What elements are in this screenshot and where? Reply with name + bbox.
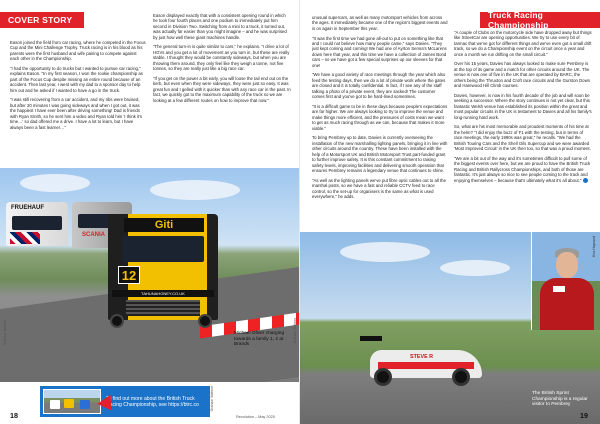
right-column-1 bbox=[312, 15, 448, 204]
right-column-2 bbox=[454, 30, 592, 187]
davies-portrait bbox=[531, 232, 600, 330]
promo-text: To find out more about the British Truck Racing Championship, see https://btrc.co bbox=[106, 395, 199, 408]
page-number-right: 19 bbox=[580, 411, 588, 420]
section-title-cover-story: COVER STORY bbox=[0, 12, 84, 28]
photo-caption-right: The British Sprint Championship is a regular visitor to Pembrey bbox=[532, 391, 588, 408]
footer-text: Revolution – May 2025 bbox=[236, 415, 275, 419]
promo-credit: Graham Watson bbox=[210, 386, 214, 412]
paragraph: "It was the first time we had gone all-out to put on something like that and I could not believe how many people came," says Davies. "They just kept coming and coming! We had one of Ayrton Senna's McLarens down here that year, and this time we have a collection of James Bond cars – so we have got a few special surprises up our sleeves for that one! bbox=[312, 35, 447, 68]
paragraph: So, what are his most memorable and proudest moments of his time at the helm? "I did enjoy the buzz of F1 with the testing, but in terms of race meetings, the early 1990s was great," he recalls. "We had the British Touring Cars and the Shell Oils Supercup and we were awarded 'Most Improved Circuit' in the UK then too, so that was a proud moment. bbox=[454, 124, 591, 152]
photo-credit-right: Kira Hayward bbox=[592, 236, 596, 258]
paragraph: Over his 15 years, Davies has always looked to make sure Pembrey is at the top of its game and a match for other circuits around the UK. The venue is now one of five in the UK that are operated by BARC, the others being the Thruxton and Croft race circuits and the Gurston Down and Harewood Hill Climb courses. bbox=[454, 61, 591, 89]
photo-credit: Graham Watson bbox=[293, 318, 297, 344]
paragraph: "I was still recovering from a car accident, and my ribs were bruised, but after 20 minutes I was going sideways and when I got out, it was the happiest I have ever been after driving something! Dad is friends with Ryan Smith, so he sent him a video and Ryan told him 'I think it's time…' so dad offered me a drive. I have a lot to learn, but I have always been a fast learner…" bbox=[10, 97, 143, 130]
left-column-2 bbox=[153, 13, 291, 107]
truck-sponsor-logo: Giti bbox=[124, 218, 204, 232]
right-page bbox=[300, 0, 600, 424]
photo-credit-left: Graham Watson bbox=[3, 320, 7, 346]
paragraph: "As well as the lighting panels we've put fibre optic cables out to all the marshal posts, so we have a fast and reliable CCTV feed to race control, so the set-up for organisers is the same as what is used everywhere," he adds. bbox=[312, 177, 446, 200]
promo-box[interactable] bbox=[40, 386, 210, 417]
truck-brand-label: SCANIA bbox=[82, 232, 106, 238]
paragraph: Eason displayed exactly that with a consistent opening round in which he took four fourth places and one podium to immediately put him second in Division Two. Switching from a mini to a truck, it turned out, was actually far easier than you might imagine – and he was surprised by just how well these giant machines handle. bbox=[153, 13, 287, 40]
lead-truck bbox=[108, 214, 218, 336]
paragraph: "A couple of Clubs on the motorcycle side have dropped away but things like StreetCar are opening opportunities. We try to use every bit of tarmac that we've got for different things and we've even got a small drift track, so we do a Championship event on the circuit once a year and once a month we run drifting on the small circuit." bbox=[454, 30, 592, 57]
left-column-1 bbox=[10, 40, 146, 134]
truck-sponsor-label: FRUEHAUF bbox=[11, 205, 44, 211]
paragraph: "We are a bit out of the way and it's sometimes difficult to pull some of the biggest events over here, but we are proud to have the British Truck Racing and British Rallycross Championships, and both of those are fantastic. It's just always so nice to see people coming to the track and enjoying themselves – because that's ultimately what it's all about." bbox=[454, 155, 591, 183]
wave-icon bbox=[583, 178, 588, 183]
truck-website-label: TAHUNAHONEY.CO.UK bbox=[112, 290, 214, 297]
paragraph: Davies, however, is now in his fourth decade of the job and will soon be seeking a successor. Where the story continues is not yet clear, but this fantastic Welsh venue has established its position within the great and most popular circuits in the UK is testament to Davies and all his family's long-running hard work. bbox=[454, 92, 592, 120]
car-sponsor-label: STEVE R bbox=[410, 354, 434, 360]
truck-racing-photo bbox=[0, 168, 300, 382]
photo-caption: Michael Oliver charging towards a family 1, 2 at Brands bbox=[234, 331, 285, 348]
paragraph: Eason joined the field from car racing, where he competed in the Focus Cup and the Mini Challenge Trophy. Truck racing is in his blood as his parents were the first husband and wife pairing to compete against each other in the Championship. bbox=[10, 40, 146, 62]
paragraph: To bring Pembrey up to date, Davies is currently overseeing the installation of the new marshalling lighting panels, bringing it in line with other circuits around the country. These have been installed with the help of a Motorsport UK and British Motorsport Trust part-funded grant to further improve safety. It is this constant commitment to raising safety levels, improving facilities and delivering smooth operation that ensures Pembrey remains a legendary venue that continues to shine. bbox=[312, 135, 448, 174]
paragraph: "The general turn-in is quite similar to cars," he explains. "I drive a lot of HGVs and you get a lot of movement as you turn in, but these are really stable. I thought they would be constantly sideways, but when you are throwing them around, they only feel like they weigh a tonne, not five tonnes, so they are really just like a big race car. bbox=[153, 44, 290, 72]
paragraph: "I had the opportunity to do trucks but I wanted to pursue car racing," explains Eason. "In my first season, I won the rookie championship as part of the Focus Cup despite missing an entire round because of an accident. Then last year, I went with my dad to a sponsor day to help him out and he asked if I wanted to have a go in the truck. bbox=[10, 66, 143, 93]
promo-thumbnail bbox=[43, 389, 101, 414]
race-number: 12 bbox=[118, 266, 140, 284]
rear-truck bbox=[6, 202, 68, 254]
paragraph: "If you get on the power a bit early, you will loose the tail end out on the kerb, but even when they were sideways, they were just so easy. It was great fun and I gelled with it quicker than with any race car in the past. In fact, we quickly got to the maximum capability of the truck so we are looking at a few different routes on how to improve that now." bbox=[153, 75, 291, 103]
paragraph: "It is a difficult game to be in these days because people's expectations are far higher. We are always looking to try to improve the venue and make things more efficient, and the pressures of costs mean we want to get as much racing through as we can, because that makes it more viable." bbox=[312, 103, 448, 131]
section-title-truck-racing: Truck Racing Championship bbox=[480, 12, 600, 28]
paragraph: unusual supercars, as well as many motorsport vehicles from across the ages. It immediately became one of the region's biggest events and is on again in September this year. bbox=[312, 15, 448, 31]
page-number-left: 18 bbox=[10, 411, 18, 420]
paragraph: "We have a good variety of race meetings through the year which also feed the testing days, then we do a lot of private work where the gates are closed and it is totally confidential. In fact, if I see any of the staff talking a photo of a private event, they are sacked! The customer comes first and you've got to be hard-lined sometimes. bbox=[312, 72, 446, 100]
